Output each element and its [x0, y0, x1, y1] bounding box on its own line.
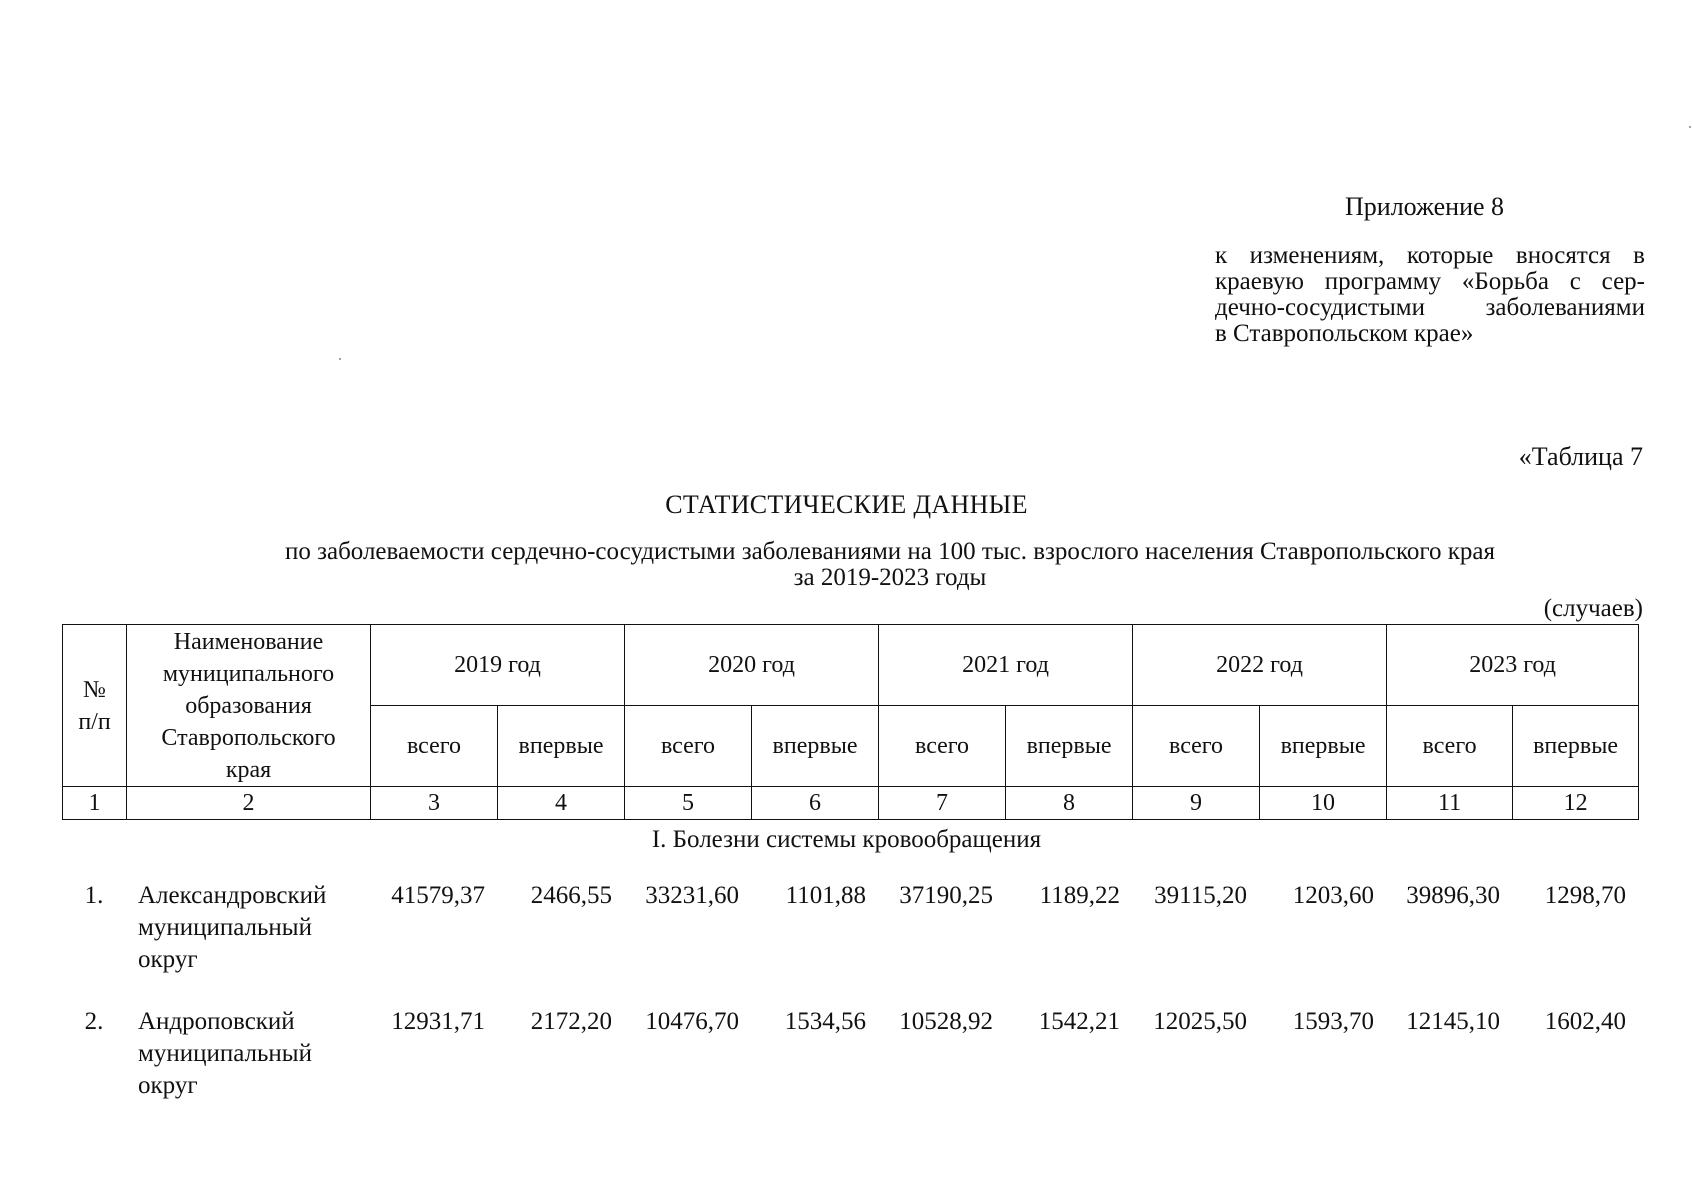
- row-number: 1.: [84, 882, 104, 909]
- header-name-line: образования: [185, 692, 312, 719]
- header-sub-total: всего: [625, 706, 752, 787]
- header-name-cell: [127, 625, 371, 787]
- value-2019-total: 12931,71: [391, 1008, 485, 1035]
- header-sub-total: всего: [879, 706, 1006, 787]
- table-row: [62, 1006, 1638, 1132]
- header-year-2023: 2023 год: [1387, 625, 1639, 706]
- value-2021-total: 37190,25: [899, 882, 993, 909]
- column-number: 7: [879, 787, 1006, 820]
- column-number: 5: [625, 787, 752, 820]
- row-number: 2.: [84, 1008, 104, 1035]
- document-subtitle: [180, 539, 1600, 591]
- header-year-2021: 2021 год: [879, 625, 1133, 706]
- header-name-line: муниципального: [162, 660, 335, 687]
- value-2019-first: 2172,20: [530, 1008, 612, 1035]
- value-2022-total: 12025,50: [1153, 1008, 1247, 1035]
- municipality-name: [126, 1006, 370, 1132]
- municipality-name-line: Александровский: [138, 882, 327, 909]
- column-number: 6: [752, 787, 879, 820]
- value-2020-first: 1534,56: [784, 1008, 866, 1035]
- column-number: 9: [1133, 787, 1260, 820]
- column-number: 2: [127, 787, 371, 820]
- header-name-line: края: [225, 756, 272, 783]
- scan-speck: [339, 358, 341, 360]
- subtitle-line-1: по заболеваемости сердечно-сосудистыми заболеваниями на 100 тыс. взрослого населения Ставропольского края: [284, 538, 1496, 565]
- value-2020-total: 33231,60: [645, 882, 739, 909]
- municipality-name: [126, 880, 370, 1006]
- header-sub-first: впервые: [752, 706, 879, 787]
- appendix-line: дечно-сосудистыми заболеваниями: [1215, 294, 1645, 321]
- column-number: 11: [1387, 787, 1513, 820]
- value-2023-total: 12145,10: [1406, 1008, 1500, 1035]
- header-name-line: Наименование: [173, 628, 324, 655]
- value-2022-total: 39115,20: [1154, 882, 1247, 909]
- value-2021-first: 1542,21: [1038, 1008, 1120, 1035]
- header-number-abbr: п/п: [78, 708, 111, 735]
- value-2023-first: 1298,70: [1544, 882, 1626, 909]
- header-sub-total: всего: [1133, 706, 1260, 787]
- units-label: (случаев): [1543, 595, 1643, 622]
- header-year-2022: 2022 год: [1133, 625, 1387, 706]
- appendix-line: к изменениям, которые вносятся в: [1215, 242, 1645, 269]
- value-2020-total: 10476,70: [645, 1008, 739, 1035]
- value-2021-total: 10528,92: [899, 1008, 993, 1035]
- value-2019-first: 2466,55: [530, 882, 612, 909]
- value-2022-first: 1593,70: [1292, 1008, 1374, 1035]
- column-number: 4: [498, 787, 625, 820]
- value-2022-first: 1203,60: [1292, 882, 1374, 909]
- column-number: 8: [1006, 787, 1133, 820]
- column-number: 10: [1260, 787, 1387, 820]
- value-2021-first: 1189,22: [1039, 882, 1120, 909]
- value-2019-total: 41579,37: [391, 882, 485, 909]
- municipality-name-line: округ: [138, 946, 198, 973]
- header-year-2019: 2019 год: [371, 625, 625, 706]
- statistics-table-body: [62, 880, 1638, 1132]
- column-number: 12: [1513, 787, 1639, 820]
- header-number-cell: [63, 625, 127, 787]
- header-number-symbol: №: [83, 676, 106, 703]
- value-2023-total: 39896,30: [1406, 882, 1500, 909]
- header-sub-first: впервые: [498, 706, 625, 787]
- appendix-title: Приложение 8: [1345, 192, 1505, 221]
- subtitle-line-2: за 2019-2023 годы: [793, 564, 987, 591]
- document-title: СТАТИСТИЧЕСКИЕ ДАННЫЕ: [665, 490, 1028, 519]
- value-2023-first: 1602,40: [1544, 1008, 1626, 1035]
- header-sub-total: всего: [371, 706, 498, 787]
- municipality-name-line: Андроповский: [138, 1008, 295, 1035]
- header-sub-total: всего: [1387, 706, 1513, 787]
- municipality-name-line: муниципальный: [138, 914, 312, 941]
- column-number: 3: [371, 787, 498, 820]
- table-label: «Таблица 7: [1518, 442, 1643, 471]
- scan-speck: [1689, 126, 1691, 128]
- value-2020-first: 1101,88: [785, 882, 866, 909]
- header-sub-first: впервые: [1260, 706, 1387, 787]
- table-row: [62, 880, 1638, 1006]
- section-heading: I. Болезни системы кровообращения: [651, 826, 1042, 853]
- municipality-name-line: муниципальный: [138, 1040, 312, 1067]
- column-number: 1: [63, 787, 127, 820]
- appendix-line: в Ставропольском крае»: [1215, 320, 1474, 347]
- appendix-line: краевую программу «Борьба с сер-: [1215, 268, 1645, 295]
- municipality-name-line: округ: [138, 1072, 198, 1099]
- statistics-table-header: [62, 624, 1639, 820]
- header-name-line: Ставропольского: [161, 724, 336, 751]
- header-sub-first: впервые: [1513, 706, 1639, 787]
- appendix-note: [1215, 243, 1645, 347]
- header-sub-first: впервые: [1006, 706, 1133, 787]
- header-year-2020: 2020 год: [625, 625, 879, 706]
